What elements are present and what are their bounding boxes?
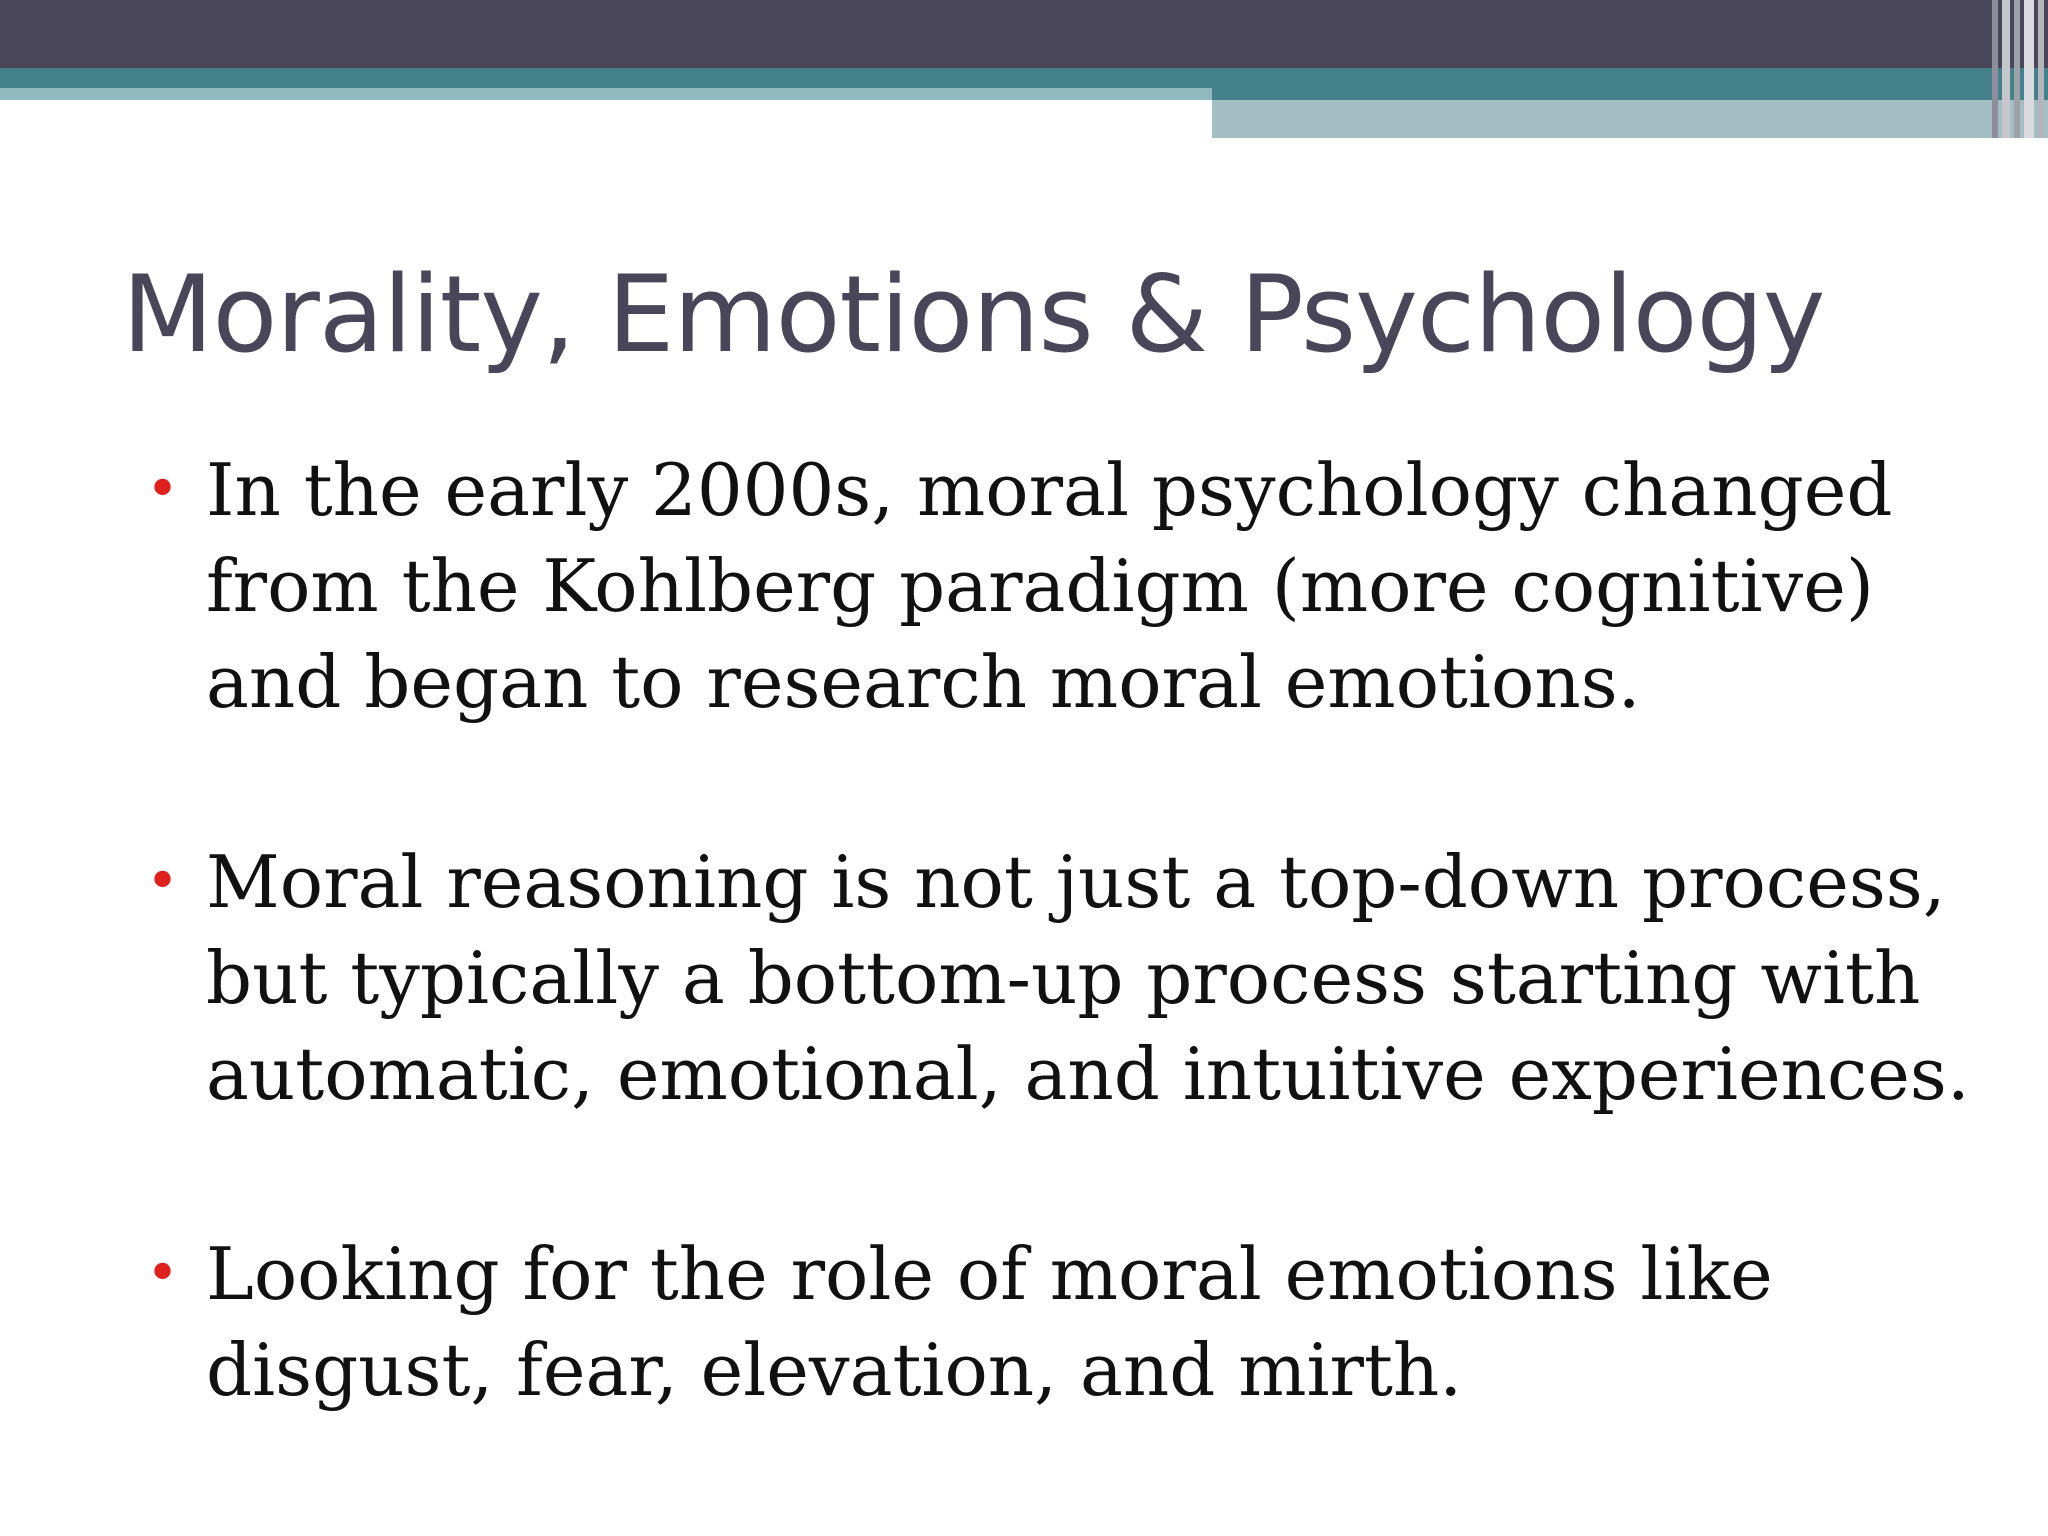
bullet-dot-icon: • [146,457,180,522]
bullet-item [146,834,2006,1122]
bullet-dot-icon: • [146,849,180,914]
slide-title: Morality, Emotions & Psychology [122,253,1825,376]
header-band-teal [0,68,2048,88]
bullet-item [146,442,2006,730]
bullet-text: In the early 2000s, moral psychology changed from the Kohlberg paradigm (more cognitive) and began to research moral emotions. [206,448,1893,724]
bullet-text: Moral reasoning is not just a top-down process, but typically a bottom-up process starting with automatic, emotional, and intuitive experiences. [206,840,1970,1116]
header-band-grey [1212,100,2048,138]
bullet-text: Looking for the role of moral emotions like disgust, fear, elevation, and mirth. [206,1232,1773,1412]
header-stripes-decoration [1988,0,2048,138]
header-band-teal-light [0,88,1212,100]
bullet-item [146,1226,2006,1418]
header-band-teal-right [1212,88,2048,100]
bullet-list [146,442,2006,1522]
bullet-dot-icon: • [146,1241,180,1306]
header-band-dark [0,0,2048,68]
